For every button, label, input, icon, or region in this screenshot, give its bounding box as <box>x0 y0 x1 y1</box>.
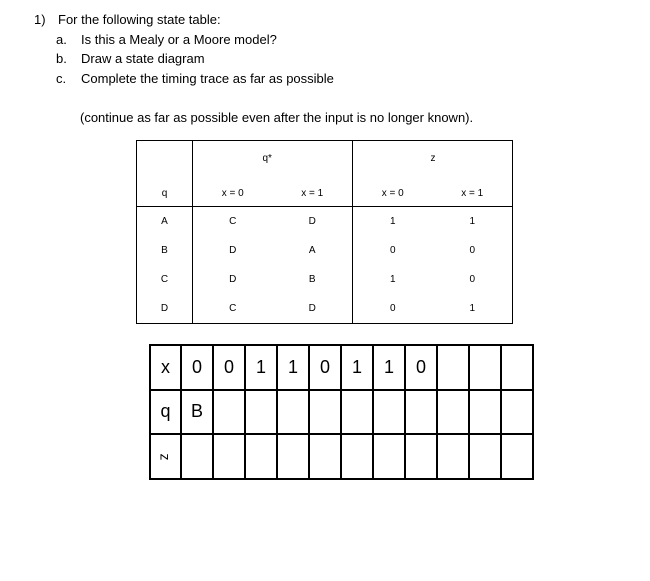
trace-cell-q[interactable] <box>309 390 341 435</box>
trace-cell-q[interactable] <box>277 390 309 435</box>
trace-cell-q[interactable] <box>213 390 245 435</box>
trace-row-x <box>150 345 533 390</box>
table-row <box>137 294 513 324</box>
trace-row-q <box>150 390 533 435</box>
trace-row-z <box>150 434 533 479</box>
part-b-text: Draw a state diagram <box>81 51 205 66</box>
instruction-note: (continue as far as possible even after the input is no longer known). <box>80 110 474 125</box>
header-next-state-label: q* <box>262 153 272 164</box>
trace-cell-x: 1 <box>245 345 277 390</box>
state-table <box>136 140 513 324</box>
trace-cell-z[interactable] <box>181 434 213 479</box>
part-b-label: b. <box>56 51 67 66</box>
header-output-label: z <box>430 153 436 164</box>
cell-out-x1: 0 <box>433 236 513 265</box>
cell-out-x0: 1 <box>353 265 433 294</box>
timing-trace <box>149 344 534 480</box>
trace-cell-q[interactable] <box>245 390 277 435</box>
trace-cell-x: 0 <box>405 345 437 390</box>
trace-cell-x: 0 <box>309 345 341 390</box>
trace-cell-x <box>437 345 469 390</box>
cell-out-x0: 0 <box>353 236 433 265</box>
trace-cell-z[interactable] <box>373 434 405 479</box>
trace-label-z <box>150 434 181 479</box>
col-header-out-x1: x = 1 <box>433 181 513 207</box>
table-row <box>137 265 513 294</box>
cell-out-x0: 0 <box>353 294 433 324</box>
trace-cell-x <box>501 345 533 390</box>
trace-cell-q[interactable]: B <box>181 390 213 435</box>
cell-next-x1: D <box>273 294 353 324</box>
trace-cell-z[interactable] <box>469 434 501 479</box>
cell-next-x1: B <box>273 265 353 294</box>
trace-cell-z[interactable] <box>341 434 373 479</box>
part-a-label: a. <box>56 32 67 47</box>
cell-out-x1: 1 <box>433 207 513 237</box>
cell-state: B <box>137 236 193 265</box>
question-heading <box>34 12 221 28</box>
col-header-next-x0: x = 0 <box>193 181 273 207</box>
trace-cell-x <box>469 345 501 390</box>
trace-cell-z[interactable] <box>437 434 469 479</box>
question-number: 1) <box>34 12 46 27</box>
cell-state: A <box>137 207 193 237</box>
cell-next-x1: D <box>273 207 353 237</box>
trace-cell-z[interactable] <box>501 434 533 479</box>
cell-next-x0: D <box>193 236 273 265</box>
trace-cell-q[interactable] <box>405 390 437 435</box>
trace-cell-x: 1 <box>341 345 373 390</box>
header-cell-output-left <box>353 141 433 182</box>
trace-label-q: q <box>150 390 181 435</box>
state-table-column-header <box>137 181 513 207</box>
trace-cell-z[interactable] <box>245 434 277 479</box>
table-row <box>137 236 513 265</box>
part-c <box>56 71 334 87</box>
trace-cell-z[interactable] <box>213 434 245 479</box>
trace-cell-q[interactable] <box>437 390 469 435</box>
trace-cell-q[interactable] <box>373 390 405 435</box>
part-c-label: c. <box>56 71 67 86</box>
cell-next-x0: C <box>193 207 273 237</box>
cell-state: C <box>137 265 193 294</box>
trace-cell-z[interactable] <box>277 434 309 479</box>
cell-next-x0: D <box>193 265 273 294</box>
col-header-next-x1: x = 1 <box>273 181 353 207</box>
cell-state: D <box>137 294 193 324</box>
trace-cell-q[interactable] <box>341 390 373 435</box>
trace-label-x: x <box>150 345 181 390</box>
trace-cell-z[interactable] <box>309 434 341 479</box>
cell-out-x0: 1 <box>353 207 433 237</box>
trace-cell-q[interactable] <box>501 390 533 435</box>
trace-cell-x: 1 <box>277 345 309 390</box>
col-header-out-x0: x = 0 <box>353 181 433 207</box>
state-table-group-header <box>137 141 513 182</box>
cell-out-x1: 1 <box>433 294 513 324</box>
trace-cell-z[interactable] <box>405 434 437 479</box>
header-cell-next-state-left <box>193 141 273 182</box>
col-header-q: q <box>137 181 193 207</box>
header-cell-empty <box>137 141 193 182</box>
trace-cell-x: 0 <box>181 345 213 390</box>
cell-out-x1: 0 <box>433 265 513 294</box>
header-next-state <box>262 141 353 182</box>
part-a-text: Is this a Mealy or a Moore model? <box>81 32 277 47</box>
part-b <box>56 51 205 67</box>
part-a <box>56 32 277 48</box>
cell-next-x1: A <box>273 236 353 265</box>
trace-cell-x: 1 <box>373 345 405 390</box>
trace-cell-x: 0 <box>213 345 245 390</box>
header-output <box>430 141 513 182</box>
trace-label-z-text: z <box>157 453 174 461</box>
table-row <box>137 207 513 237</box>
question-text: For the following state table: <box>58 12 221 27</box>
part-c-text: Complete the timing trace as far as possible <box>81 71 334 86</box>
cell-next-x0: C <box>193 294 273 324</box>
trace-cell-q[interactable] <box>469 390 501 435</box>
